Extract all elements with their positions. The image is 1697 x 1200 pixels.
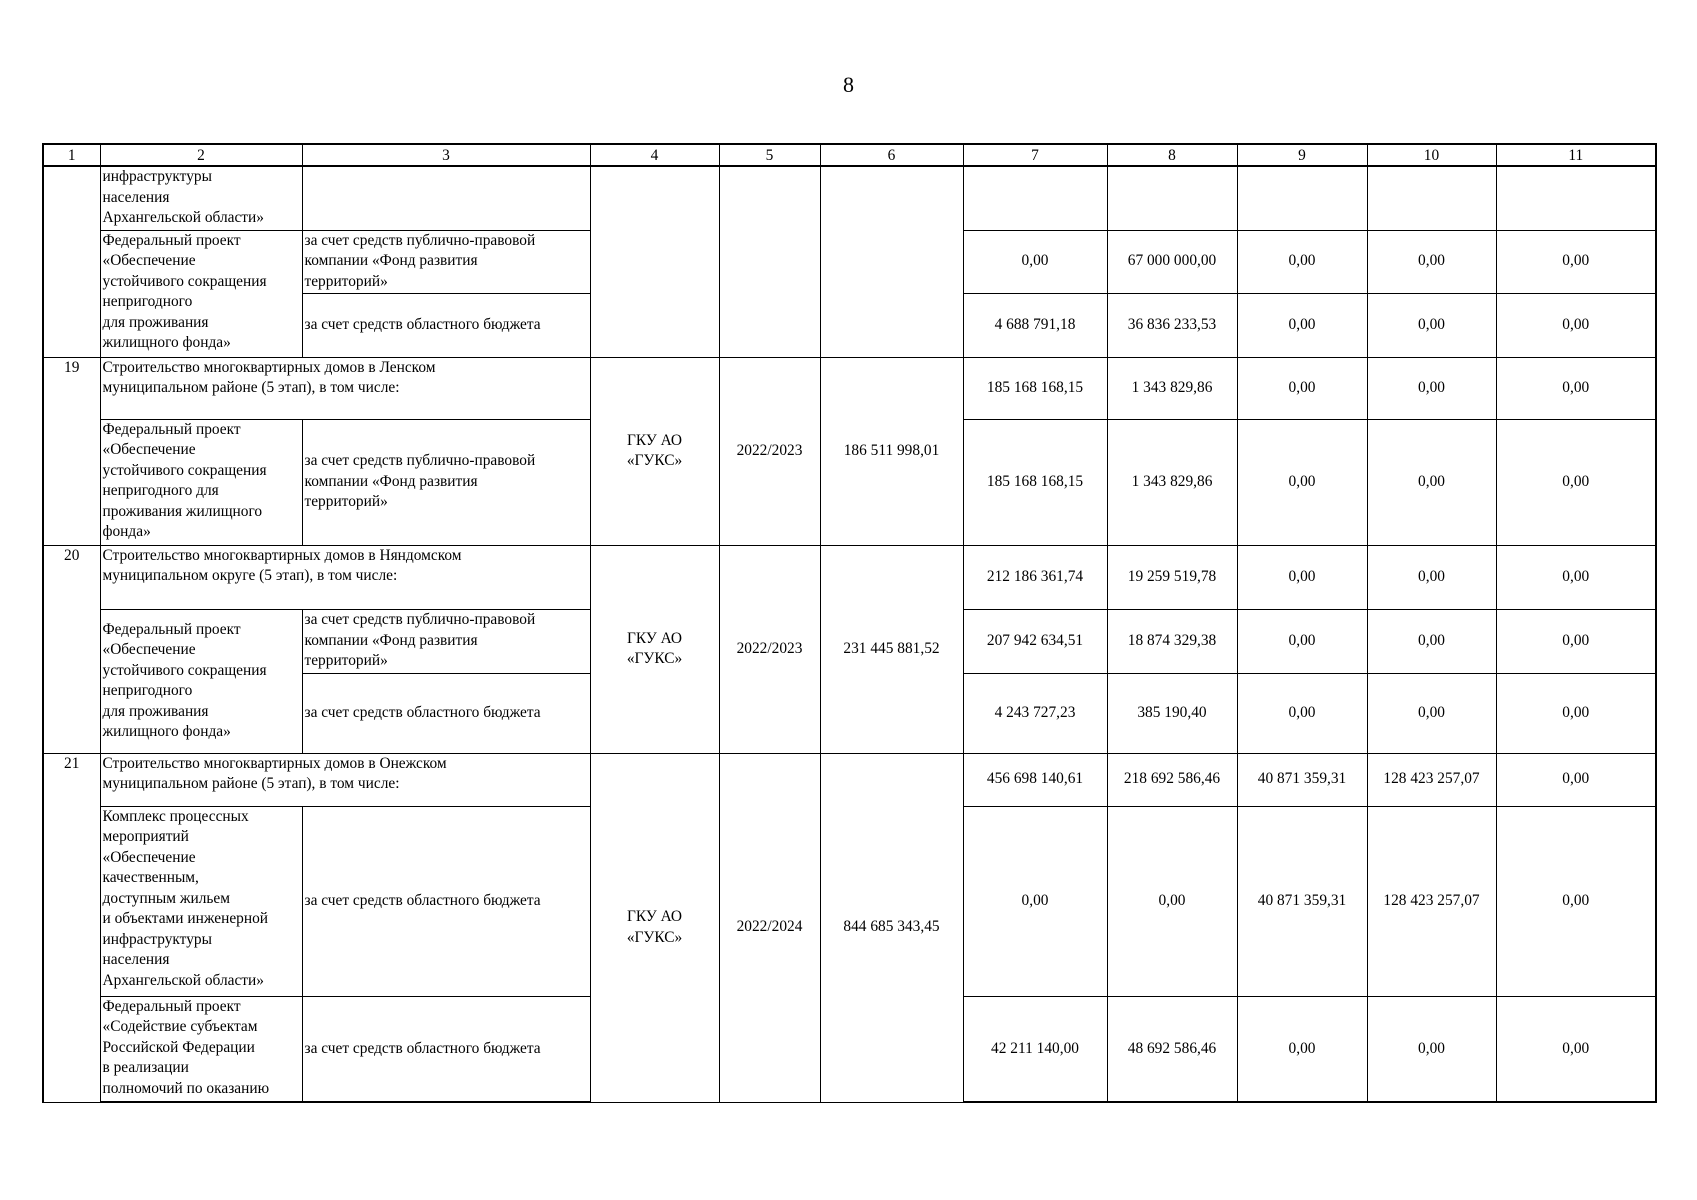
value-cell: 67 000 000,00 [1107,230,1237,293]
value-cell: 0,00 [963,806,1107,996]
funding-source-cell: за счет средств областного бюджета [302,996,590,1102]
value-cell [1367,166,1496,230]
header-row [43,144,1656,166]
funding-source-cell: за счет средств областного бюджета [302,673,590,753]
federal-project-cell: Федеральный проект «Обеспечение устойчивого сокращения непригодного для проживания жилищного фонда» [100,609,302,753]
value-cell: 0,00 [1237,230,1367,293]
value-cell [1237,166,1367,230]
value-cell: 207 942 634,51 [963,609,1107,673]
measure-title-cell: Строительство многоквартирных домов в Няндомском муниципальном округе (5 этап), в том числе: [100,545,590,609]
source-cell [302,166,590,230]
value-cell: 456 698 140,61 [963,753,1107,806]
value-cell: 128 423 257,07 [1367,753,1496,806]
value-cell: 0,00 [1367,419,1496,545]
value-cell: 212 186 361,74 [963,545,1107,609]
executor-cell [590,166,719,357]
header-cell: 11 [1496,144,1656,166]
period-cell: 2022/2023 [719,357,820,545]
value-cell: 0,00 [1237,293,1367,357]
value-cell [1496,166,1656,230]
table-row [43,357,1656,419]
header-cell: 3 [302,144,590,166]
value-cell: 0,00 [1496,357,1656,419]
header-cell: 6 [820,144,963,166]
value-cell: 0,00 [1496,230,1656,293]
table-row [43,545,1656,609]
federal-project-cell: Федеральный проект «Обеспечение устойчивого сокращения непригодного для проживания жилищного фонда» [100,230,302,357]
value-cell: 185 168 168,15 [963,357,1107,419]
value-cell: 1 343 829,86 [1107,419,1237,545]
period-cell: 2022/2023 [719,545,820,753]
period-cell [719,166,820,357]
total-cell [820,166,963,357]
value-cell: 40 871 359,31 [1237,806,1367,996]
value-cell: 128 423 257,07 [1367,806,1496,996]
measure-name-tail: инфраструктуры населения Архангельской области» [100,166,302,230]
executor-cell: ГКУ АО «ГУКС» [590,753,719,1102]
table-row [43,753,1656,806]
value-cell: 0,00 [1237,609,1367,673]
total-cell: 844 685 343,45 [820,753,963,1102]
value-cell: 0,00 [1237,673,1367,753]
total-cell: 186 511 998,01 [820,357,963,545]
value-cell: 0,00 [1496,419,1656,545]
value-cell: 0,00 [1237,357,1367,419]
value-cell: 0,00 [1496,753,1656,806]
value-cell: 385 190,40 [1107,673,1237,753]
value-cell: 0,00 [1496,293,1656,357]
header-cell: 7 [963,144,1107,166]
header-cell: 9 [1237,144,1367,166]
value-cell: 0,00 [1496,545,1656,609]
header-cell: 4 [590,144,719,166]
measure-title-cell: Строительство многоквартирных домов в Ленском муниципальном районе (5 этап), в том числе: [100,357,590,419]
value-cell: 0,00 [1367,609,1496,673]
value-cell: 36 836 233,53 [1107,293,1237,357]
executor-cell: ГКУ АО «ГУКС» [590,545,719,753]
value-cell: 0,00 [1367,357,1496,419]
value-cell: 0,00 [1237,419,1367,545]
header-cell: 8 [1107,144,1237,166]
funding-source-cell: за счет средств областного бюджета [302,293,590,357]
row-number-cell: 21 [43,753,100,1102]
row-number-cell: 20 [43,545,100,753]
value-cell: 19 259 519,78 [1107,545,1237,609]
federal-project-cell: Федеральный проект «Обеспечение устойчивого сокращения непригодного для проживания жилищного фонда» [100,419,302,545]
page-number: 8 [843,72,854,97]
value-cell [1107,166,1237,230]
table-row [43,166,1656,230]
value-cell: 0,00 [963,230,1107,293]
value-cell: 4 243 727,23 [963,673,1107,753]
row-number-cell: 19 [43,357,100,545]
value-cell: 0,00 [1496,806,1656,996]
value-cell: 0,00 [1496,996,1656,1102]
value-cell: 218 692 586,46 [1107,753,1237,806]
value-cell: 0,00 [1367,293,1496,357]
header-cell: 1 [43,144,100,166]
value-cell: 0,00 [1496,673,1656,753]
value-cell: 185 168 168,15 [963,419,1107,545]
header-cell: 5 [719,144,820,166]
value-cell: 0,00 [1367,230,1496,293]
value-cell: 0,00 [1367,673,1496,753]
process-complex-cell: Комплекс процессных мероприятий «Обеспечение качественным, доступным жильем и объектами инженерной инфраструктуры населения Архангельской области» [100,806,302,996]
period-cell: 2022/2024 [719,753,820,1102]
value-cell: 4 688 791,18 [963,293,1107,357]
funding-source-cell: за счет средств публично-правовой компании «Фонд развития территорий» [302,230,590,293]
federal-project-cell: Федеральный проект «Содействие субъектам Российской Федерации в реализации полномочий по оказанию [100,996,302,1102]
value-cell: 0,00 [1237,996,1367,1102]
value-cell: 42 211 140,00 [963,996,1107,1102]
value-cell: 0,00 [1367,545,1496,609]
row-number-cell [43,166,100,357]
value-cell: 0,00 [1237,545,1367,609]
value-cell: 40 871 359,31 [1237,753,1367,806]
header-cell: 10 [1367,144,1496,166]
value-cell: 18 874 329,38 [1107,609,1237,673]
value-cell: 0,00 [1496,609,1656,673]
program-table [42,143,1657,1103]
funding-source-cell: за счет средств публично-правовой компании «Фонд развития территорий» [302,419,590,545]
value-cell: 48 692 586,46 [1107,996,1237,1102]
value-cell [963,166,1107,230]
measure-title-cell: Строительство многоквартирных домов в Онежском муниципальном районе (5 этап), в том числе: [100,753,590,806]
funding-source-cell: за счет средств областного бюджета [302,806,590,996]
value-cell: 0,00 [1107,806,1237,996]
value-cell: 0,00 [1367,996,1496,1102]
value-cell: 1 343 829,86 [1107,357,1237,419]
header-cell: 2 [100,144,302,166]
funding-source-cell: за счет средств публично-правовой компании «Фонд развития территорий» [302,609,590,673]
executor-cell: ГКУ АО «ГУКС» [590,357,719,545]
total-cell: 231 445 881,52 [820,545,963,753]
